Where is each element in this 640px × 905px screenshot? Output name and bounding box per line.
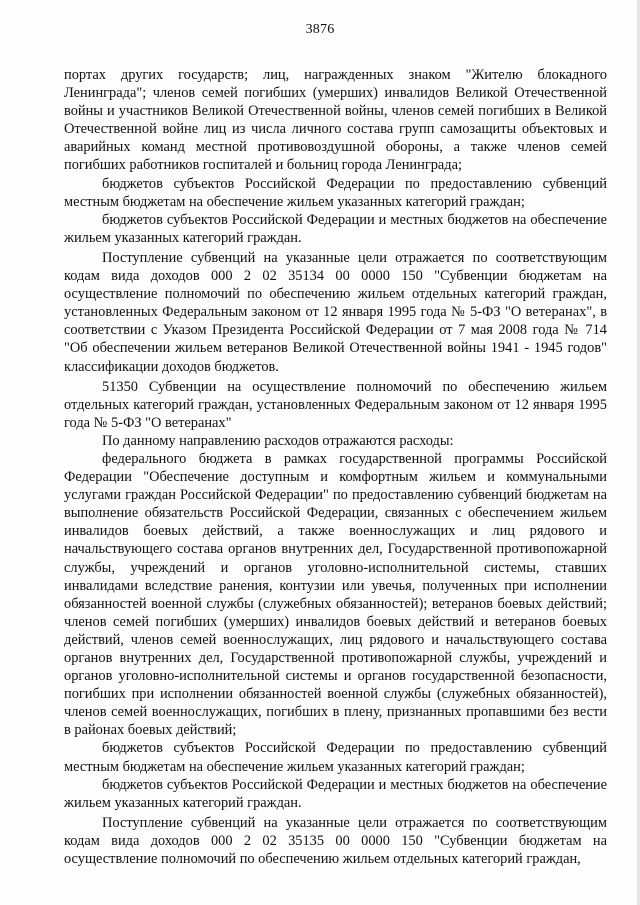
paragraph: бюджетов субъектов Российской Федерации и местных бюджетов на обеспечение жильем указанных категорий граждан.: [64, 776, 607, 811]
paragraph: портах других государств; лиц, награжденных знаком "Жителю блокадного Ленинграда"; членов семей погибших (умерших) инвалидов Великой Отечественной войны и участников Великой Отечественной войны, членов семей погибших в Великой Отечественной войне лиц из числа личного состава групп самозащиты объектовых и аварийных команд местной противовоздушной обороны, а также членов семей погибших работников госпиталей и больниц города Ленинграда;: [64, 67, 607, 174]
paragraph: бюджетов субъектов Российской Федерации и местных бюджетов на обеспечение жильем указанных категорий граждан.: [64, 211, 607, 246]
document-body: [64, 66, 607, 868]
page-number: 3876: [305, 22, 335, 37]
paragraph: федерального бюджета в рамках государственной программы Российской Федерации "Обеспечение доступным и комфортным жильем и коммунальными услугами граждан Российской Федерации" по предоставлению субвенций бюджетам на выполнение обязательств Российской Федерации, связанных с обеспечением жильем инвалидов боевых действий, а также военнослужащих и лиц рядового и начальствующего состава органов внутренних дел, Государственной противопожарной службы, учреждений и органов уголовно-исполнительной системы, ставших инвалидами вследствие ранения, контузии или увечья, полученных при исполнении обязанностей военной службы (служебных обязанностей); ветеранов боевых действий; членов семей погибших (умерших) инвалидов боевых действий и ветеранов боевых действий, членов семей военнослужащих, лиц рядового и начальствующего состава органов внутренних дел, Государственной противопожарной службы, учреждений и органов уголовно-исполнительной системы и органов государственной безопасности, погибших при исполнении обязанностей военной службы (служебных обязанностей), членов семей военнослужащих, погибших в плену, признанных пропавшими без вести в районах боевых действий;: [64, 450, 607, 739]
paragraph: 51350 Субвенции на осуществление полномочий по обеспечению жильем отдельных категорий граждан, установленных Федеральным законом от 12 января 1995 года № 5-ФЗ "О ветеранах": [64, 378, 607, 431]
paragraph: бюджетов субъектов Российской Федерации по предоставлению субвенций местным бюджетам на обеспечение жильем указанных категорий граждан;: [64, 175, 607, 210]
paragraph: бюджетов субъектов Российской Федерации по предоставлению субвенций местным бюджетам на обеспечение жильем указанных категорий граждан;: [64, 740, 607, 775]
paragraph: Поступление субвенций на указанные цели отражается по соответствующим кодам вида доходов 000 2 02 35134 00 0000 150 "Субвенции бюджетам на осуществление полномочий по обеспечению жильем отдельных категорий граждан, установленных Федеральным законом от 12 января 1995 года № 5-ФЗ "О ветеранах", в соответствии с Указом Президента Российской Федерации от 7 мая 2008 года № 714 "Об обеспечении жильем ветеранов Великой Отечественной войны 1941 - 1945 годов" классификации доходов бюджетов.: [64, 249, 607, 375]
paragraph: Поступление субвенций на указанные цели отражается по соответствующим кодам вида доходов 000 2 02 35135 00 0000 150 "Субвенции бюджетам на осуществление полномочий по обеспечению жильем отдельных категорий граждан,: [64, 814, 607, 868]
paragraph: По данному направлению расходов отражаются расходы:: [102, 432, 454, 449]
